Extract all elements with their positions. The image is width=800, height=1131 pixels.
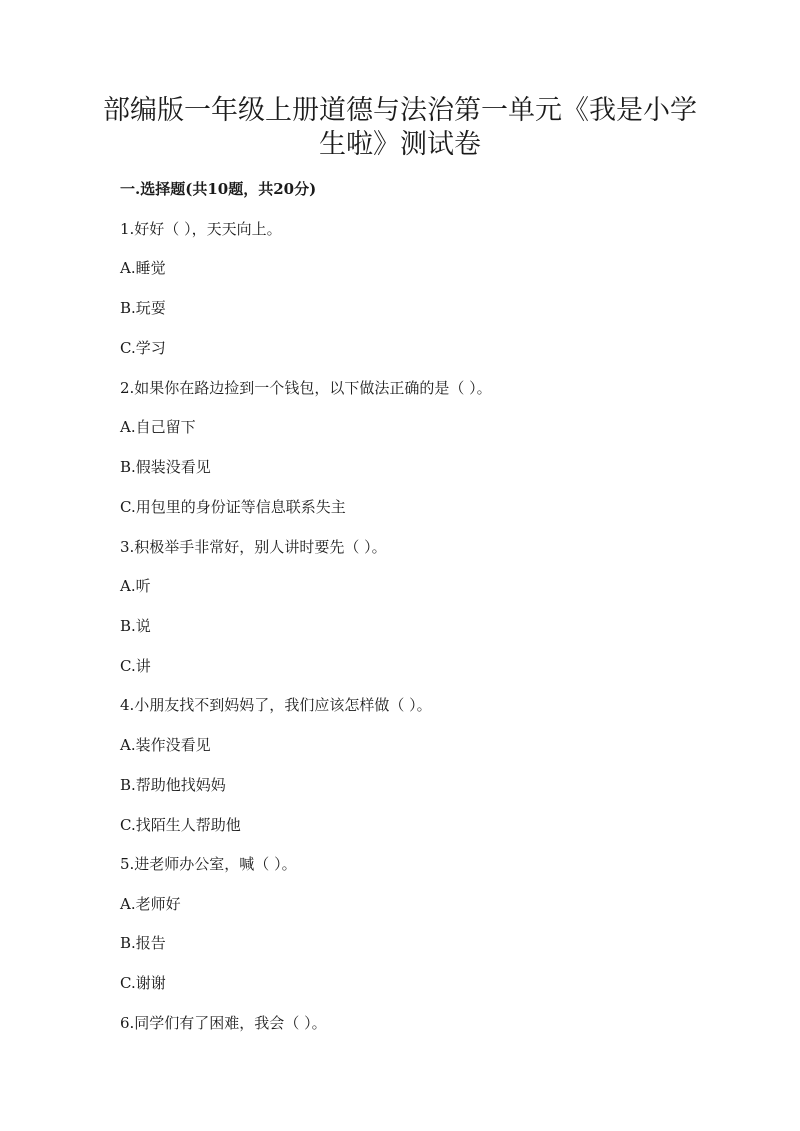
question-5-option-c: C.谢谢 <box>120 974 166 992</box>
question-4-option-c: C.找陌生人帮助他 <box>120 816 241 834</box>
question-4-option-b: B.帮助他找妈妈 <box>120 776 226 794</box>
question-3-option-c: C.讲 <box>120 657 151 675</box>
question-5-option-b: B.报告 <box>120 934 166 952</box>
question-2-option-b: B.假装没看见 <box>120 458 211 476</box>
question-1-option-a: A.睡觉 <box>120 259 166 277</box>
question-2-option-a: A.自己留下 <box>120 418 196 436</box>
question-1-option-c: C.学习 <box>120 339 166 357</box>
question-5-stem: 5.进老师办公室，喊（ ）。 <box>120 855 297 873</box>
question-5-option-a: A.老师好 <box>120 895 181 913</box>
question-3-option-a: A.听 <box>120 577 151 595</box>
question-3-option-b: B.说 <box>120 617 151 635</box>
question-1-stem: 1.好好（ ），天天向上。 <box>120 220 282 238</box>
question-4-option-a: A.装作没看见 <box>120 736 211 754</box>
question-6-stem: 6.同学们有了困难，我会（ ）。 <box>120 1014 327 1032</box>
question-1-option-b: B.玩耍 <box>120 299 166 317</box>
question-2-option-c: C.用包里的身份证等信息联系失主 <box>120 498 346 516</box>
exam-title-line-2: 生啦》测试卷 <box>319 129 481 160</box>
question-4-stem: 4.小朋友找不到妈妈了，我们应该怎样做（ ）。 <box>120 696 432 714</box>
section-heading: 一.选择题(共10题，共20分) <box>120 180 317 198</box>
question-2-stem: 2.如果你在路边捡到一个钱包，以下做法正确的是（ ）。 <box>120 379 492 397</box>
exam-title-line-1: 部编版一年级上册道德与法治第一单元《我是小学 <box>103 95 697 126</box>
exam-title <box>100 94 700 162</box>
question-3-stem: 3.积极举手非常好，别人讲时要先（ ）。 <box>120 538 387 556</box>
